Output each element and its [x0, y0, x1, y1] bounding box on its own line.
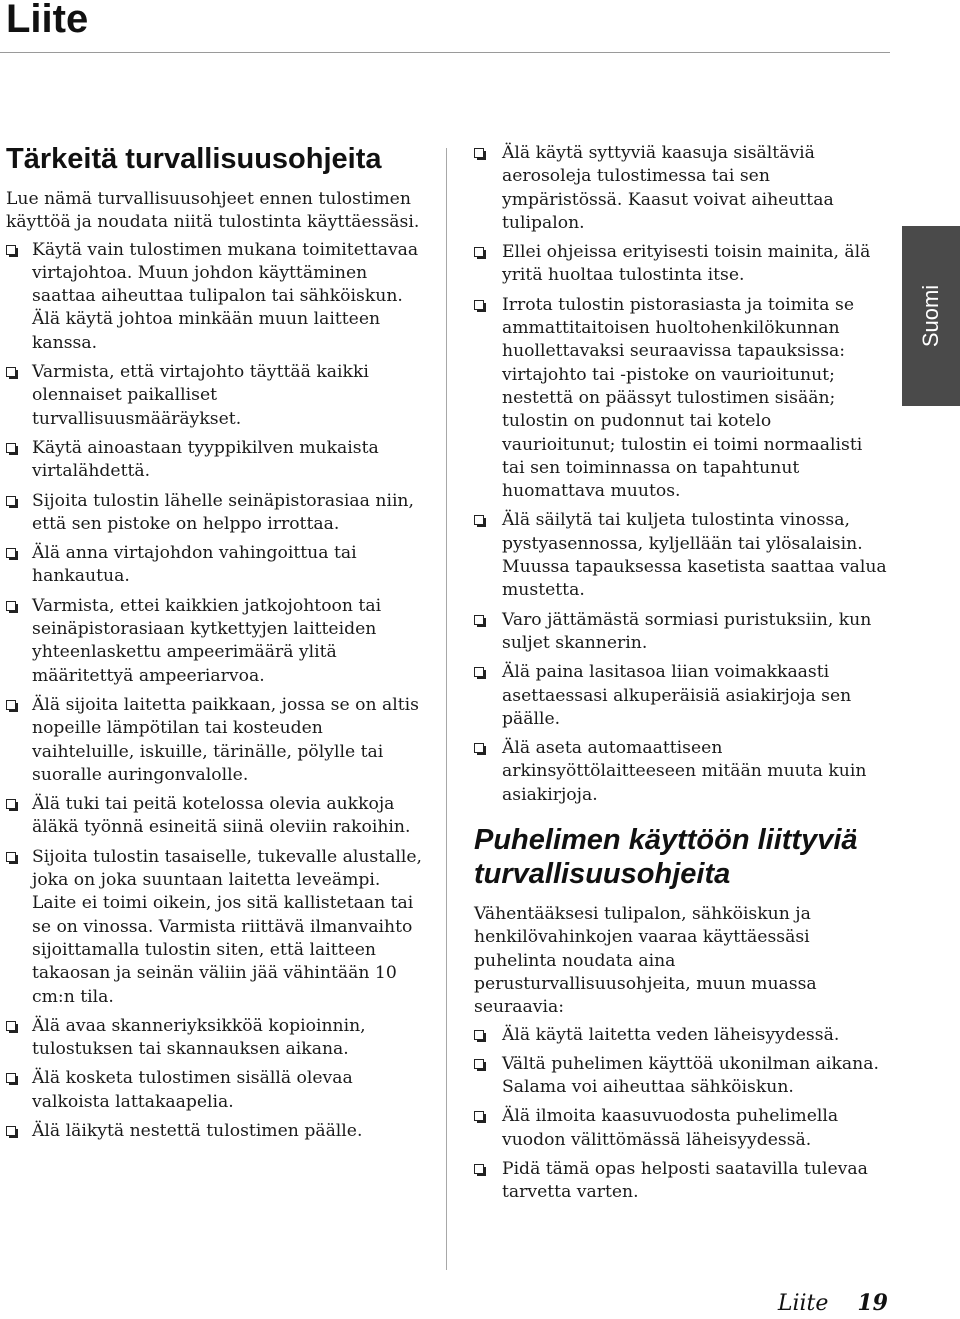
checkbox-bullet-icon [6, 1021, 16, 1031]
safety-list [6, 239, 426, 1144]
list-item [6, 239, 426, 355]
phone-safety-intro: Vähentääksesi tulipalon, sähköiskun ja henkilövahinkojen vaaraa käyttäessäsi puhelinta noudata aina perusturvallisuusohjeita, muun muassa seuraavia: [474, 904, 817, 1018]
page-title: Liite [6, 0, 89, 41]
checkbox-bullet-icon [474, 615, 484, 625]
list-item-text: Älä tuki tai peitä kotelossa olevia aukkoja äläkä työnnä esineitä siinä oleviin rakoihin. [32, 794, 411, 838]
list-item [6, 490, 426, 537]
checkbox-bullet-icon [6, 496, 16, 506]
list-item [474, 142, 888, 235]
list-item [6, 361, 426, 431]
language-tab-label: Suomi [918, 284, 943, 348]
list-item [474, 294, 888, 504]
list-item-text: Käytä vain tulostimen mukana toimitettavaa virtajohtoa. Muun johdon käyttäminen saattaa aiheuttaa tulipalon tai sähköiskun. Älä käytä johtoa minkään muun laitteen kanssa. [32, 239, 419, 353]
list-item-text: Älä sijoita laitetta paikkaan, jossa se on altis nopeille lämpötilan tai kosteuden vaihteluille, iskuille, tärinälle, pölylle tai suoralle auringonvalolle. [32, 694, 419, 785]
phone-safety-list [474, 1024, 888, 1205]
checkbox-bullet-icon [6, 245, 16, 255]
list-item-text: Älä avaa skanneriyksikköä kopioinnin, tulostuksen tai skannauksen aikana. [32, 1015, 366, 1060]
safety-heading: Tärkeitä turvallisuusohjeita [6, 143, 382, 175]
column-divider [446, 148, 447, 1270]
list-item-text: Pidä tämä opas helposti saatavilla tulevaa tarvetta varten. [502, 1158, 868, 1203]
page-footer [778, 1288, 888, 1318]
list-item [6, 1120, 426, 1143]
list-item-text: Älä ilmoita kaasuvuodosta puhelimella vuodon välittömässä läheisyydessä. [502, 1106, 839, 1150]
checkbox-bullet-icon [6, 1073, 16, 1083]
list-item-text: Varo jättämästä sormiasi puristuksiin, kun suljet skannerin. [502, 609, 872, 653]
list-item [6, 542, 426, 589]
list-item-text: Älä käytä laitetta veden läheisyydessä. [502, 1024, 840, 1045]
list-item-text: Sijoita tulostin tasaiselle, tukevalle alustalle, joka on joka suuntaan laitetta leveämpi. Laite ei toimi oikein, jos sitä kallistetaan tai se on vinossa. Varmista riittävä ilmanvaihto sijoittamalla tulostin siten, että laitteen takaosan ja seinän väliin jää vähintään 10 cm:n tila. [32, 846, 423, 1007]
checkbox-bullet-icon [474, 1111, 484, 1121]
checkbox-bullet-icon [6, 1126, 16, 1136]
list-item-text: Varmista, että virtajohto täyttää kaikki olennaiset paikalliset turvallisuusmääräykset. [32, 362, 369, 429]
list-item [474, 1158, 888, 1205]
list-item-text: Älä säilytä tai kuljeta tulostinta vinossa, pystyasennossa, kyljellään tai ylösalaisin. Muussa tapauksessa kasetista saattaa valua mustetta. [502, 510, 887, 601]
page-number: 19 [857, 1290, 888, 1316]
checkbox-bullet-icon [6, 443, 16, 453]
list-item-text: Ellei ohjeissa erityisesti toisin mainita, älä yritä huoltaa tulostinta itse. [502, 242, 871, 286]
checkbox-bullet-icon [6, 799, 16, 809]
list-item-text: Sijoita tulostin lähelle seinäpistorasiaa niin, että sen pistoke on helppo irrottaa. [32, 490, 414, 534]
list-item-text: Käytä ainoastaan tyyppikilven mukaista virtalähdettä. [32, 437, 379, 482]
list-item [474, 737, 888, 807]
list-item-text: Varmista, ettei kaikkien jatkojohtoon tai seinäpistorasiaan kytkettyjen laitteiden yhteenlaskettu ampeerimäärä ylitä määritettyä ampeeriarvoa. [32, 595, 382, 686]
checkbox-bullet-icon [474, 1059, 484, 1069]
checkbox-bullet-icon [6, 700, 16, 710]
list-item-text: Älä aseta automaattiseen arkinsyöttölaitteeseen mitään muuta kuin asiakirjoja. [502, 738, 867, 805]
list-item [6, 437, 426, 484]
checkbox-bullet-icon [474, 743, 484, 753]
right-column [474, 142, 888, 1211]
footer-section-name: Liite [777, 1291, 829, 1316]
checkbox-bullet-icon [474, 300, 484, 310]
left-column [6, 134, 426, 1149]
list-item [474, 1024, 888, 1047]
list-item-text: Älä kosketa tulostimen sisällä olevaa valkoista lattakaapelia. [32, 1068, 353, 1112]
checkbox-bullet-icon [474, 515, 484, 525]
list-item-text: Älä paina lasitasoa liian voimakkaasti asettaessasi alkuperäisiä asiakirjoja sen päälle. [502, 662, 852, 729]
checkbox-bullet-icon [474, 667, 484, 677]
list-item [474, 661, 888, 731]
list-item [6, 694, 426, 787]
list-item-text: Älä käytä syttyviä kaasuja sisältäviä aerosoleja tulostimessa tai sen ympäristössä. Kaasut voivat aiheuttaa tulipalon. [502, 143, 834, 233]
checkbox-bullet-icon [6, 367, 16, 377]
checkbox-bullet-icon [6, 601, 16, 611]
list-item [474, 241, 888, 288]
list-item [474, 1105, 888, 1152]
list-item-text: Irrota tulostin pistorasiasta ja toimita se ammattitaitoisen huoltohenkilökunnan huollettavaksi seuraavissa tapauksissa: virtajohto tai -pistoke on vaurioitunut; nestettä on päässyt tulostimen sisään; tulostin on pudonnut tai kotelo vaurioitunut; tulostin ei toimi normaalisti tai sen toiminnassa on tapahtunut huomattava muutos. [502, 294, 863, 502]
checkbox-bullet-icon [6, 852, 16, 862]
checkbox-bullet-icon [474, 1030, 484, 1040]
list-item [6, 846, 426, 1009]
checkbox-bullet-icon [474, 247, 484, 257]
list-item [6, 1015, 426, 1062]
list-item-text: Vältä puhelimen käyttöä ukonilman aikana. Salama voi aiheuttaa sähköiskun. [502, 1053, 879, 1098]
checkbox-bullet-icon [474, 148, 484, 158]
list-item [6, 793, 426, 840]
list-item [474, 609, 888, 656]
phone-safety-heading: Puhelimen käyttöön liittyviä turvallisuusohjeita [474, 824, 858, 891]
safety-intro: Lue nämä turvallisuusohjeet ennen tulostimen käyttöä ja noudata niitä tulostinta käyttäessäsi. [6, 189, 420, 233]
list-item [6, 595, 426, 688]
list-item-text: Älä anna virtajohdon vahingoittua tai hankautua. [32, 543, 357, 587]
list-item [6, 1067, 426, 1114]
checkbox-bullet-icon [474, 1164, 484, 1174]
checkbox-bullet-icon [6, 548, 16, 558]
language-tab [902, 226, 960, 406]
safety-list-continued [474, 142, 888, 807]
list-item [474, 1053, 888, 1100]
list-item [474, 509, 888, 602]
page-header [0, 0, 890, 53]
list-item-text: Älä läikytä nestettä tulostimen päälle. [32, 1120, 363, 1141]
